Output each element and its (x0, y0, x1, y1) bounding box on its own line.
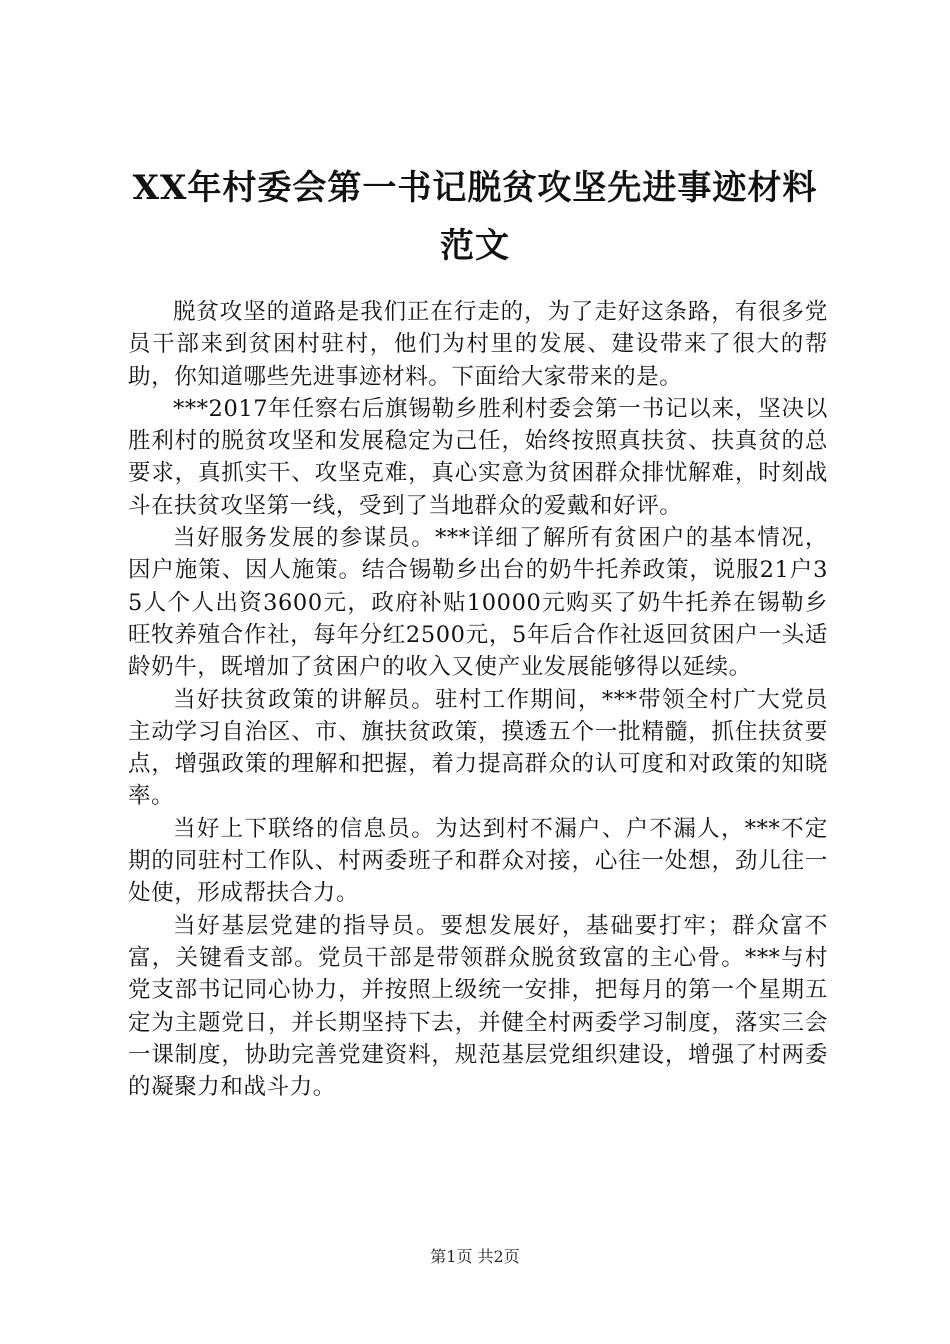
page-number-footer: 第1页 共2页 (430, 1247, 520, 1266)
document-title-continued: 范文 (440, 226, 510, 266)
paragraph: 脱贫攻坚的道路是我们正在行走的，为了走好这条路，有很多党员干部来到贫困村驻村，他们为村里的发展、建设带来了很大的帮助，你知道哪些先进事迹材料。下面给大家带来的是。 (128, 299, 828, 390)
paragraph: ***2017年任察右后旗锡勒乡胜利村委会第一书记以来，坚决以胜利村的脱贫攻坚和发展稳定为己任，始终按照真扶贫、扶真贫的总要求，真抓实干、攻坚克难，真心实意为贫困群众排忧解难，时刻战斗在扶贫攻坚第一线，受到了当地群众的爱戴和好评。 (128, 395, 828, 519)
paragraph: 当好基层党建的指导员。要想发展好，基础要打牢；群众富不富，关键看支部。党员干部是带领群众脱贫致富的主心骨。***与村党支部书记同心协力，并按照上级统一安排，把每月的第一个星期五定为主题党日，并长期坚持下去，并健全村两委学习制度，落实三会一课制度，协助完善党建资料，规范基层党组织建设，增强了村两委的凝聚力和战斗力。 (128, 912, 828, 1101)
document-body (128, 296, 828, 1103)
paragraph: 当好上下联络的信息员。为达到村不漏户、户不漏人，***不定期的同驻村工作队、村两委班子和群众对接，心往一处想，劲儿往一处使，形成帮扶合力。 (128, 815, 828, 907)
paragraph: 当好服务发展的参谋员。***详细了解所有贫困户的基本情况，因户施策、因人施策。结合锡勒乡出台的奶牛托养政策，说服21户35人个人出资3600元，政府补贴10000元购买了奶牛托养在锡勒乡旺牧养殖合作社，每年分红2500元，5年后合作社返回贫困户一头适龄奶牛，既增加了贫困户的收入又使产业发展能够得以延续。 (128, 525, 828, 681)
paragraph: 当好扶贫政策的讲解员。驻村工作期间，***带领全村广大党员主动学习自治区、市、旗扶贫政策，摸透五个一批精髓，抓住扶贫要点，增强政策的理解和把握，着力提高群众的认可度和对政策的知晓率。 (128, 686, 828, 810)
document-title: XX年村委会第一书记脱贫攻坚先进事迹材料 (132, 168, 818, 208)
